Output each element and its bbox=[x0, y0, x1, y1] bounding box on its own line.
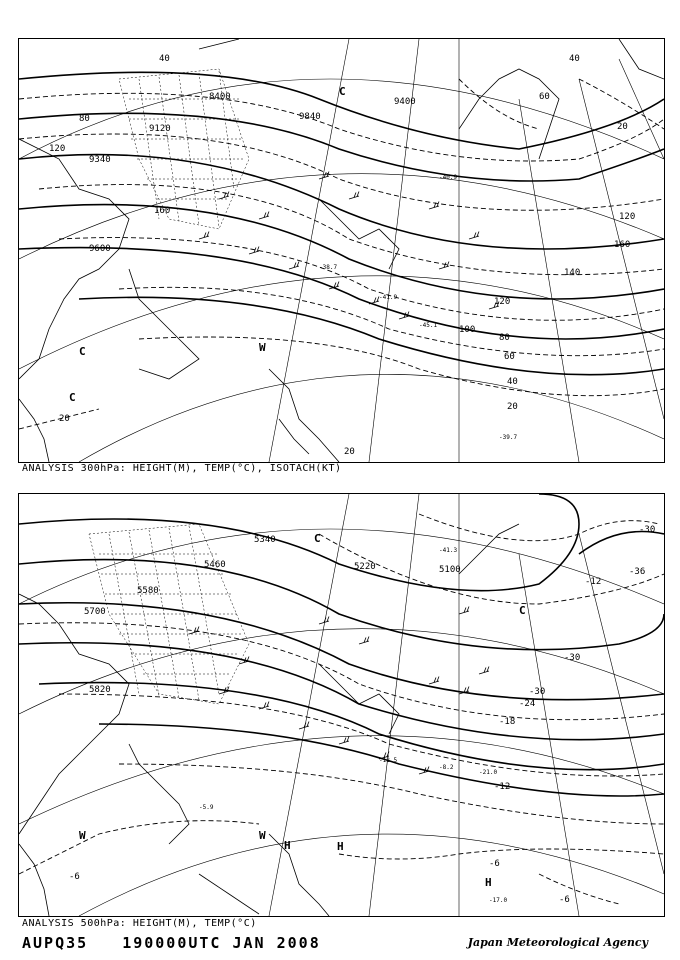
isotherm-label: -6 bbox=[69, 872, 80, 882]
isotach-label: 60 bbox=[539, 92, 550, 102]
height-contours bbox=[19, 72, 664, 374]
contour-labels bbox=[69, 525, 655, 905]
height-label: 9600 bbox=[89, 244, 111, 254]
wind-barb bbox=[249, 247, 259, 255]
station-temps bbox=[199, 547, 507, 904]
temp-value: -17.0 bbox=[489, 897, 508, 904]
wind-barb bbox=[339, 737, 349, 745]
isotherm-label: -24 bbox=[519, 699, 536, 709]
height-label: 5820 bbox=[89, 685, 111, 695]
wind-barb bbox=[479, 667, 489, 675]
isotherm-label: -36 bbox=[629, 567, 646, 577]
isotherm-label: -12 bbox=[494, 782, 511, 792]
graticule bbox=[19, 39, 664, 462]
isotherm-label: -18 bbox=[499, 717, 516, 727]
warm-center-mark: W bbox=[259, 341, 266, 354]
wind-barbs bbox=[189, 607, 489, 775]
isotherm-label: -12 bbox=[585, 577, 602, 587]
height-label: 9340 bbox=[89, 155, 111, 165]
height-label: 5100 bbox=[439, 565, 461, 575]
warm-center-mark: W bbox=[259, 829, 266, 842]
wind-barb bbox=[319, 617, 329, 625]
hatched-area bbox=[89, 524, 249, 704]
wind-barb bbox=[329, 282, 339, 290]
isotach-label: 80 bbox=[79, 114, 90, 124]
wind-barb bbox=[439, 262, 449, 270]
valid-time: 190000UTC JAN 2008 bbox=[122, 934, 321, 952]
agency-name: Japan Meteorological Agency bbox=[467, 936, 648, 949]
station-temps bbox=[319, 174, 517, 441]
temp-value: -41.9 bbox=[379, 294, 398, 301]
height-label: 9840 bbox=[299, 112, 321, 122]
isotach-label: 40 bbox=[159, 54, 170, 64]
map-panel-500hpa bbox=[18, 493, 665, 917]
isotach-label: 60 bbox=[504, 352, 515, 362]
temp-value: -21.0 bbox=[479, 769, 498, 776]
wind-barb bbox=[299, 722, 309, 730]
height-label: 9120 bbox=[149, 124, 171, 134]
isotachs bbox=[19, 79, 664, 429]
height-label: 5580 bbox=[137, 586, 159, 596]
isotherm-label: -6 bbox=[559, 895, 570, 905]
temp-value: -5.9 bbox=[199, 804, 214, 811]
isotach-label: 20 bbox=[617, 122, 628, 132]
height-label: 5340 bbox=[254, 535, 276, 545]
low-center-mark: C bbox=[79, 345, 86, 358]
temp-value: -8.2 bbox=[439, 764, 454, 771]
isotherm-label: -30 bbox=[639, 525, 656, 535]
wind-barb bbox=[359, 637, 369, 645]
panel-caption-500hpa: ANALYSIS 500hPa: HEIGHT(M), TEMP(°C) bbox=[22, 918, 257, 929]
height-label: 8400 bbox=[209, 92, 231, 102]
temp-value: -38.7 bbox=[319, 264, 338, 271]
isotach-label: 100 bbox=[459, 325, 476, 335]
isotach-label: 80 bbox=[499, 333, 510, 343]
warm-center-mark: W bbox=[79, 829, 86, 842]
isotherm-label: -30 bbox=[564, 653, 581, 663]
isotach-label: 20 bbox=[507, 402, 518, 412]
height-label: 5220 bbox=[354, 562, 376, 572]
isotach-label: 120 bbox=[619, 212, 636, 222]
high-center-mark: H bbox=[284, 839, 291, 852]
isotach-label: 120 bbox=[494, 297, 511, 307]
isotherm-label: -6 bbox=[489, 859, 500, 869]
wind-barb bbox=[459, 607, 469, 615]
wind-barb bbox=[199, 232, 209, 240]
map-500hpa bbox=[19, 494, 664, 916]
low-center-mark: C bbox=[519, 604, 526, 617]
chart-identifier bbox=[22, 934, 355, 952]
low-center-mark: C bbox=[314, 532, 321, 545]
low-center-mark: C bbox=[69, 391, 76, 404]
panel-caption-300hpa: ANALYSIS 300hPa: HEIGHT(M), TEMP(°C), ISOTACH(KT) bbox=[22, 463, 342, 474]
wind-barb bbox=[349, 192, 359, 200]
isotach-label: 20 bbox=[344, 447, 355, 457]
coastlines bbox=[19, 39, 664, 462]
temp-value: -41.3 bbox=[439, 547, 458, 554]
isotach-label: 20 bbox=[59, 414, 70, 424]
isotach-label: 40 bbox=[569, 54, 580, 64]
bulletin-code: AUPQ35 bbox=[22, 934, 89, 952]
map-panel-300hpa bbox=[18, 38, 665, 463]
wind-barbs bbox=[199, 172, 499, 320]
wind-barb bbox=[259, 212, 269, 220]
wind-barb bbox=[429, 677, 439, 685]
isotach-label: 160 bbox=[154, 206, 171, 216]
temp-value: -45.1 bbox=[419, 322, 438, 329]
high-center-mark: H bbox=[337, 840, 344, 853]
high-center-mark: H bbox=[485, 876, 492, 889]
height-label: 9400 bbox=[394, 97, 416, 107]
wind-barb bbox=[289, 262, 299, 270]
temp-value: -39.7 bbox=[499, 434, 518, 441]
height-label: 5460 bbox=[204, 560, 226, 570]
map-300hpa bbox=[19, 39, 664, 462]
height-label: 5700 bbox=[84, 607, 106, 617]
temp-value: -12.5 bbox=[379, 757, 398, 764]
wind-barb bbox=[469, 232, 479, 240]
isotach-label: 120 bbox=[49, 144, 66, 154]
isotherm-label: -30 bbox=[529, 687, 546, 697]
low-center-mark: C bbox=[339, 85, 346, 98]
isotach-label: 160 bbox=[614, 240, 631, 250]
isotach-label: 140 bbox=[564, 268, 581, 278]
temp-value: -40.9 bbox=[439, 174, 458, 181]
height-contours bbox=[19, 494, 664, 796]
isotach-label: 40 bbox=[507, 377, 518, 387]
